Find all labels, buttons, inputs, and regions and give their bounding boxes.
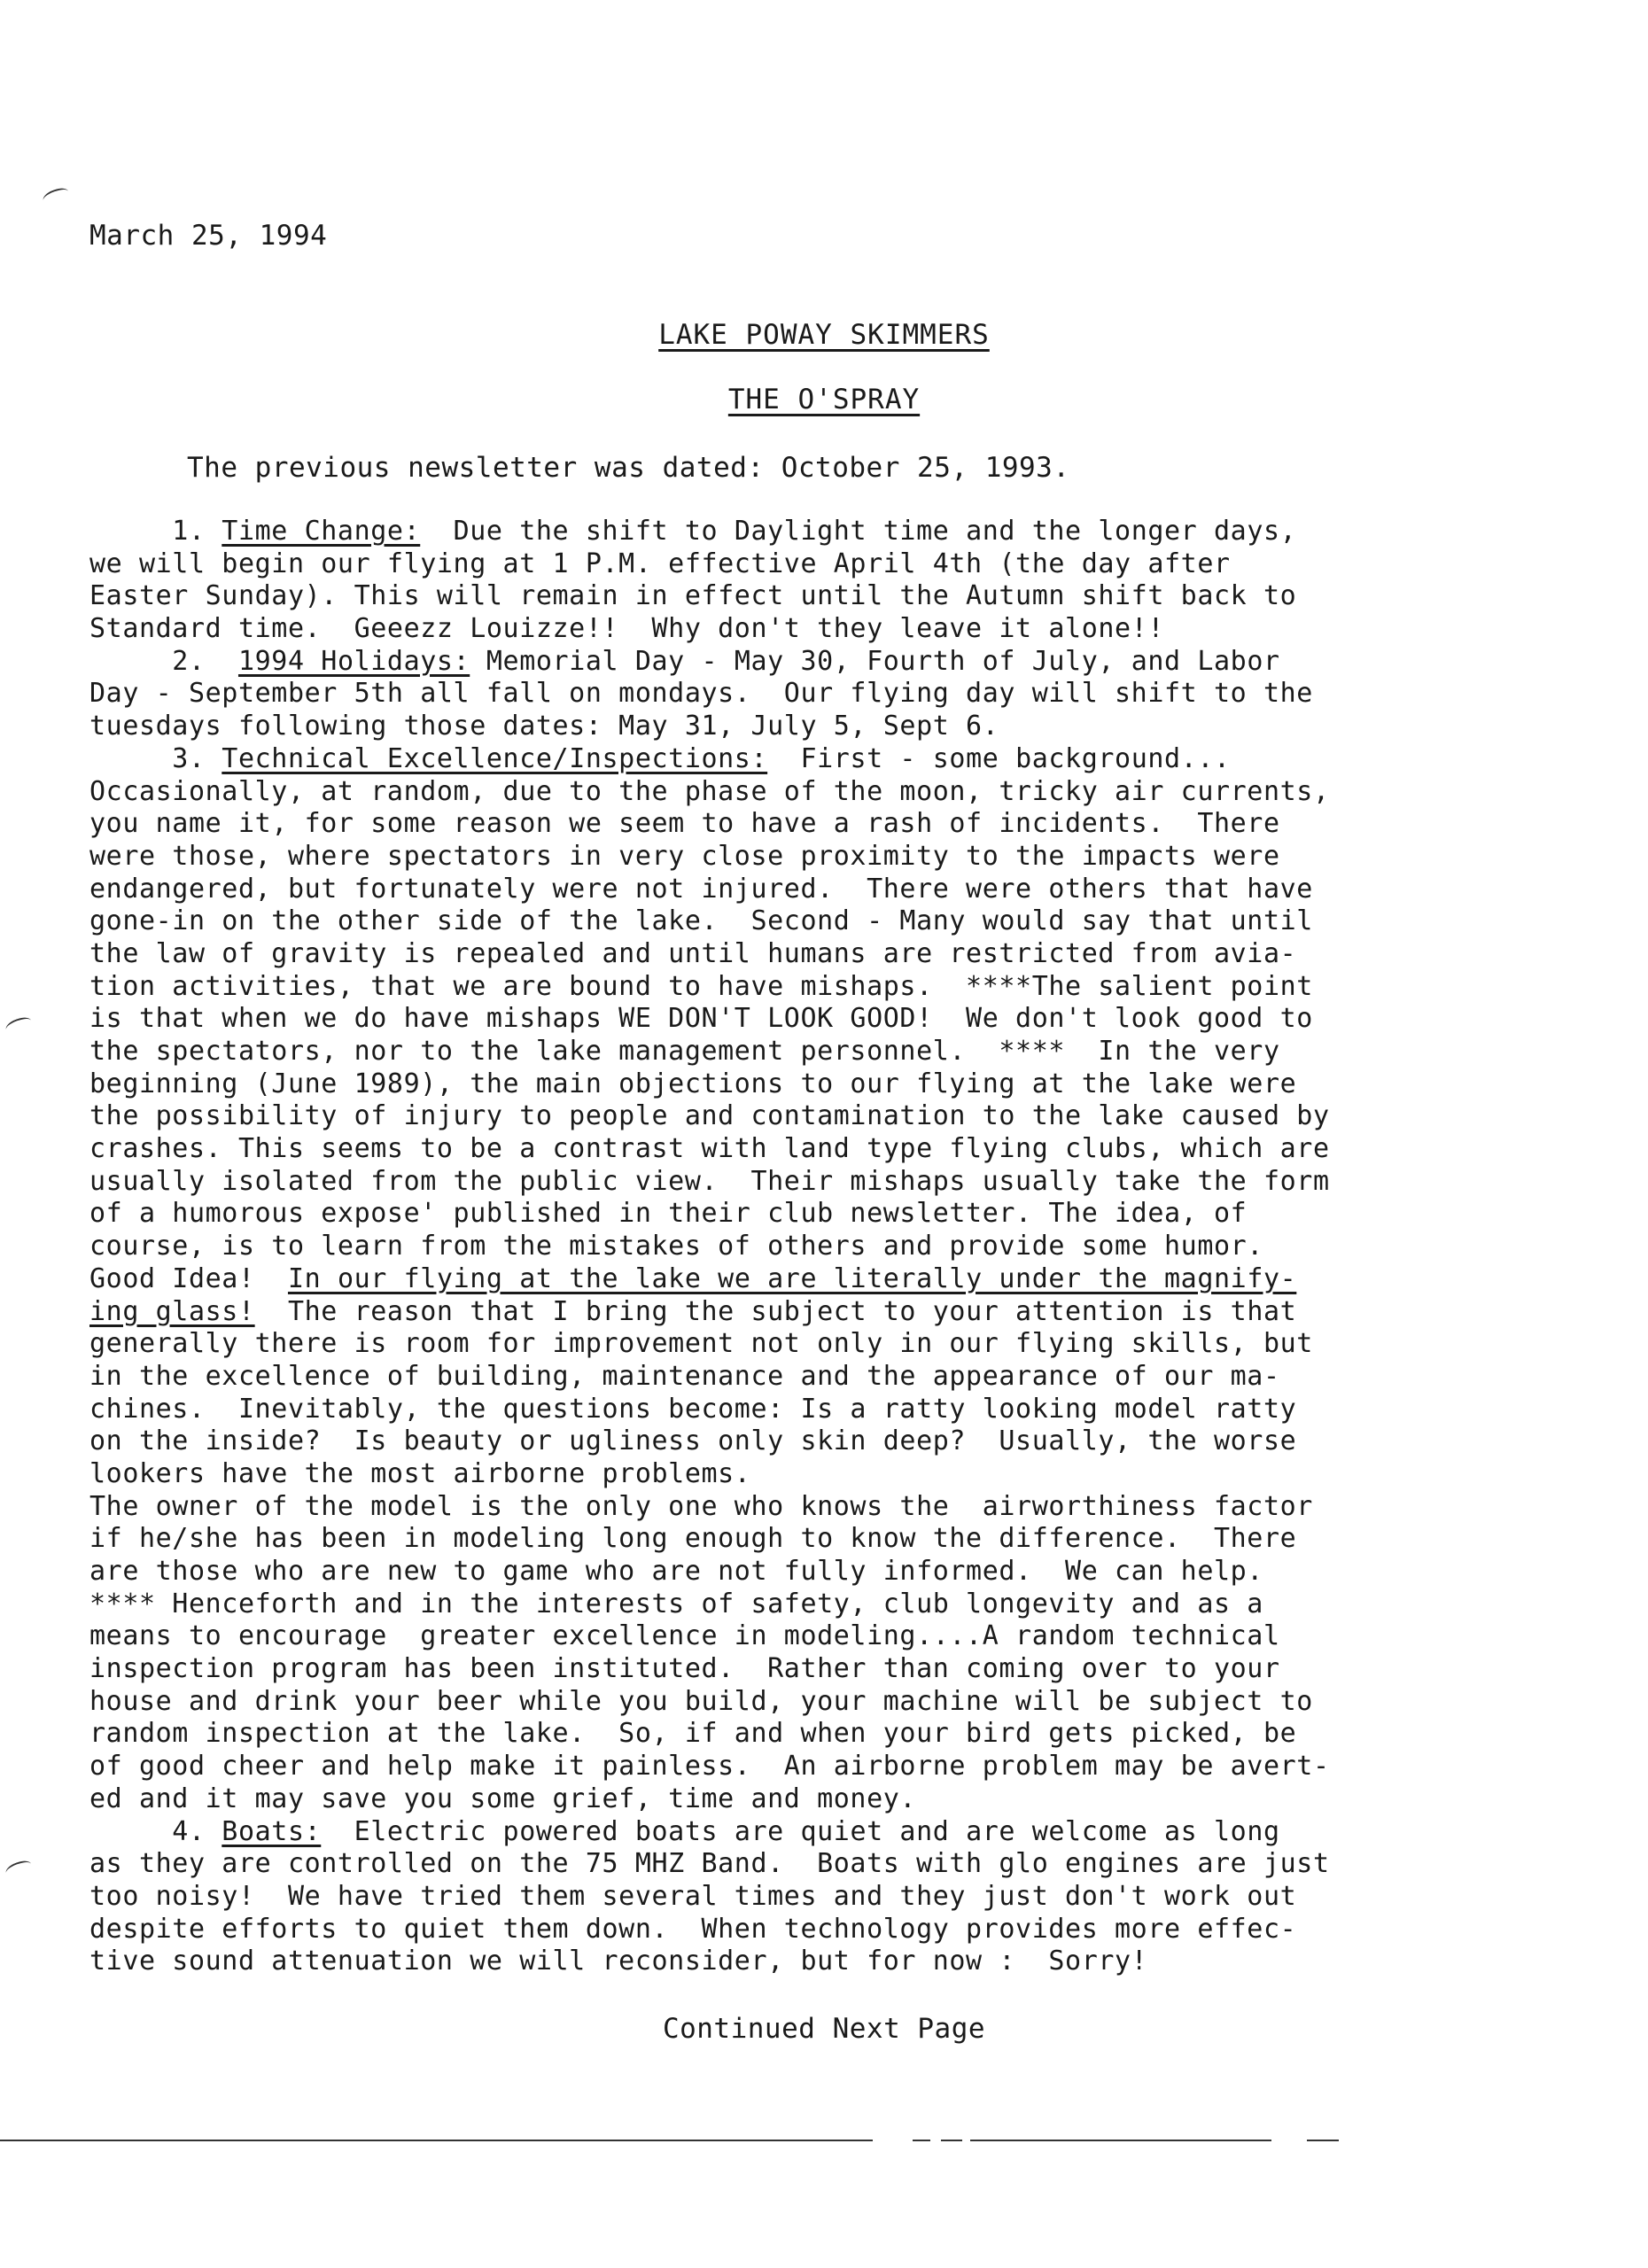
underlined-heading: Time Change:	[222, 516, 421, 547]
line-text: if he/she has been in modeling long enough to know the difference. There	[89, 1523, 1297, 1555]
text-line	[89, 1523, 1560, 1556]
text-line	[89, 841, 1560, 874]
line-text: the possibility of injury to people and contamination to the lake caused by	[89, 1100, 1330, 1132]
margin-mark-top	[42, 185, 71, 206]
text-line	[89, 613, 1560, 646]
line-text: The reason that I bring the subject to your attention is that	[254, 1295, 1297, 1327]
text-line	[89, 1946, 1560, 1978]
text-line	[89, 1036, 1560, 1068]
text-line	[89, 1003, 1560, 1036]
underlined-heading: Boats:	[222, 1815, 322, 1847]
text-line	[89, 1588, 1560, 1621]
footer-rule	[0, 2140, 873, 2141]
underlined-heading: In our flying at the lake we are literally under the magnify-	[287, 1262, 1297, 1294]
line-text: as they are controlled on the 75 MHZ Band. Boats with glo engines are just	[89, 1848, 1330, 1880]
text-line	[89, 808, 1560, 841]
line-text: house and drink your beer while you build, your machine will be subject to	[89, 1685, 1313, 1717]
text-line	[89, 1653, 1560, 1686]
line-text: Day - September 5th all fall on mondays. Our flying day will shift to the	[89, 678, 1313, 710]
intro-line: The previous newsletter was dated: October 25, 1993.	[187, 452, 1070, 484]
line-text: chines. Inevitably, the questions become: Is a ratty looking model ratty	[89, 1393, 1297, 1425]
text-line	[89, 971, 1560, 1004]
footer-rule	[970, 2140, 1271, 2141]
text-line	[89, 1133, 1560, 1166]
masthead-title: LAKE POWAY SKIMMERS	[658, 319, 990, 351]
text-line	[89, 1166, 1560, 1199]
line-text: in the excellence of building, maintenance and the appearance of our ma-	[89, 1360, 1280, 1392]
margin-mark-middle	[4, 1014, 34, 1035]
line-text: too noisy! We have tried them several times and they just don't work out	[89, 1880, 1297, 1912]
line-text: Standard time. Geeezz Louizze!! Why don't they leave it alone!!	[89, 613, 1164, 645]
text-line	[89, 776, 1560, 809]
line-text: the law of gravity is repealed and until humans are restricted from avia-	[89, 937, 1297, 969]
text-line	[89, 743, 1560, 776]
text-line	[89, 646, 1560, 679]
line-text: beginning (June 1989), the main objections to our flying at the lake were	[89, 1068, 1297, 1099]
text-line	[89, 1848, 1560, 1881]
line-text: lookers have the most airborne problems.	[89, 1457, 751, 1489]
text-line	[89, 905, 1560, 938]
text-line	[89, 1100, 1560, 1133]
line-text: of a humorous expose' published in their club newsletter. The idea, of	[89, 1198, 1248, 1230]
text-line	[89, 1425, 1560, 1458]
line-text: means to encourage greater excellence in modeling....A random technical	[89, 1620, 1280, 1652]
text-line	[89, 1914, 1560, 1946]
underlined-heading: 1994 Holidays:	[237, 645, 470, 677]
line-text: gone-in on the other side of the lake. Second - Many would say that until	[89, 905, 1313, 937]
line-text: of good cheer and help make it painless. An airborne problem may be avert-	[89, 1751, 1330, 1783]
line-text: Electric powered boats are quiet and are welcome as long	[321, 1815, 1280, 1847]
line-text: Good Idea!	[89, 1262, 288, 1294]
line-text: **** Henceforth and in the interests of safety, club longevity and as a	[89, 1588, 1263, 1619]
footer-rule	[1307, 2140, 1339, 2141]
text-line	[89, 1263, 1560, 1296]
line-text: usually isolated from the public view. Their mishaps usually take the form	[89, 1165, 1330, 1197]
continued-note: Continued Next Page	[662, 2013, 986, 2045]
body-text	[89, 516, 1560, 1978]
line-text: were those, where spectators in very close proximity to the impacts were	[89, 840, 1280, 872]
line-text: we will begin our flying at 1 P.M. effective April 4th (the day after	[89, 548, 1231, 579]
line-text: is that when we do have mishaps WE DON'T LOOK GOOD! We don't look good to	[89, 1003, 1313, 1035]
line-text: Easter Sunday). This will remain in effect until the Autumn shift back to	[89, 580, 1297, 612]
line-text: tuesdays following those dates: May 31, July 5, Sept 6.	[89, 711, 999, 742]
line-text: The owner of the model is the only one who knows the airworthiness factor	[89, 1490, 1313, 1522]
text-line	[89, 1620, 1560, 1653]
text-line	[89, 516, 1560, 548]
footer-rule	[941, 2140, 962, 2141]
line-text: 4.	[89, 1815, 222, 1847]
line-text: 3.	[89, 742, 222, 774]
line-text: on the inside? Is beauty or ugliness only skin deep? Usually, the worse	[89, 1425, 1297, 1457]
text-line	[89, 1881, 1560, 1914]
text-line	[89, 938, 1560, 971]
text-line	[89, 711, 1560, 743]
text-line	[89, 678, 1560, 711]
line-text: 1.	[89, 516, 222, 547]
line-text: are those who are new to game who are not fully informed. We can help.	[89, 1556, 1263, 1587]
text-line	[89, 580, 1560, 613]
text-line	[89, 548, 1560, 581]
line-text: random inspection at the lake. So, if and when your bird gets picked, be	[89, 1718, 1297, 1750]
text-line	[89, 1068, 1560, 1101]
newsletter-date: March 25, 1994	[89, 220, 328, 252]
text-line	[89, 1783, 1560, 1816]
text-line	[89, 874, 1560, 906]
line-text: you name it, for some reason we seem to have a rash of incidents. There	[89, 808, 1280, 840]
line-text: tion activities, that we are bound to have mishaps. ****The salient point	[89, 970, 1313, 1002]
line-text: crashes. This seems to be a contrast with land type flying clubs, which are	[89, 1133, 1330, 1165]
text-line	[89, 1686, 1560, 1719]
text-line	[89, 1556, 1560, 1588]
line-text: Due the shift to Daylight time and the longer days,	[420, 516, 1297, 547]
newsletter-subtitle: THE O'SPRAY	[727, 384, 921, 416]
footer-rule	[913, 2140, 930, 2141]
text-line	[89, 1296, 1560, 1329]
margin-mark-bottom	[4, 1858, 34, 1878]
line-text: Memorial Day - May 30, Fourth of July, and Labor	[470, 645, 1280, 677]
line-text: inspection program has been instituted. Rather than coming over to your	[89, 1653, 1280, 1685]
line-text: 2.	[89, 645, 238, 677]
line-text: the spectators, nor to the lake management personnel. **** In the very	[89, 1036, 1280, 1067]
text-line	[89, 1458, 1560, 1491]
text-line	[89, 1394, 1560, 1426]
line-text: course, is to learn from the mistakes of others and provide some humor.	[89, 1231, 1263, 1262]
text-line	[89, 1718, 1560, 1751]
text-line	[89, 1198, 1560, 1231]
text-line	[89, 1751, 1560, 1783]
text-line	[89, 1816, 1560, 1849]
line-text: Occasionally, at random, due to the phase of the moon, tricky air currents,	[89, 775, 1330, 807]
line-text: ed and it may save you some grief, time and money.	[89, 1783, 917, 1814]
line-text: endangered, but fortunately were not injured. There were others that have	[89, 873, 1313, 905]
text-line	[89, 1231, 1560, 1263]
text-line	[89, 1361, 1560, 1394]
text-line	[89, 1491, 1560, 1524]
line-text: despite efforts to quiet them down. When technology provides more effec-	[89, 1913, 1297, 1945]
underlined-heading: ing glass!	[89, 1295, 255, 1327]
line-text: generally there is room for improvement not only in our flying skills, but	[89, 1328, 1313, 1360]
line-text: First - some background...	[767, 742, 1231, 774]
text-line	[89, 1328, 1560, 1361]
underlined-heading: Technical Excellence/Inspections:	[222, 742, 768, 774]
line-text: tive sound attenuation we will reconsider, but for now : Sorry!	[89, 1946, 1148, 1977]
